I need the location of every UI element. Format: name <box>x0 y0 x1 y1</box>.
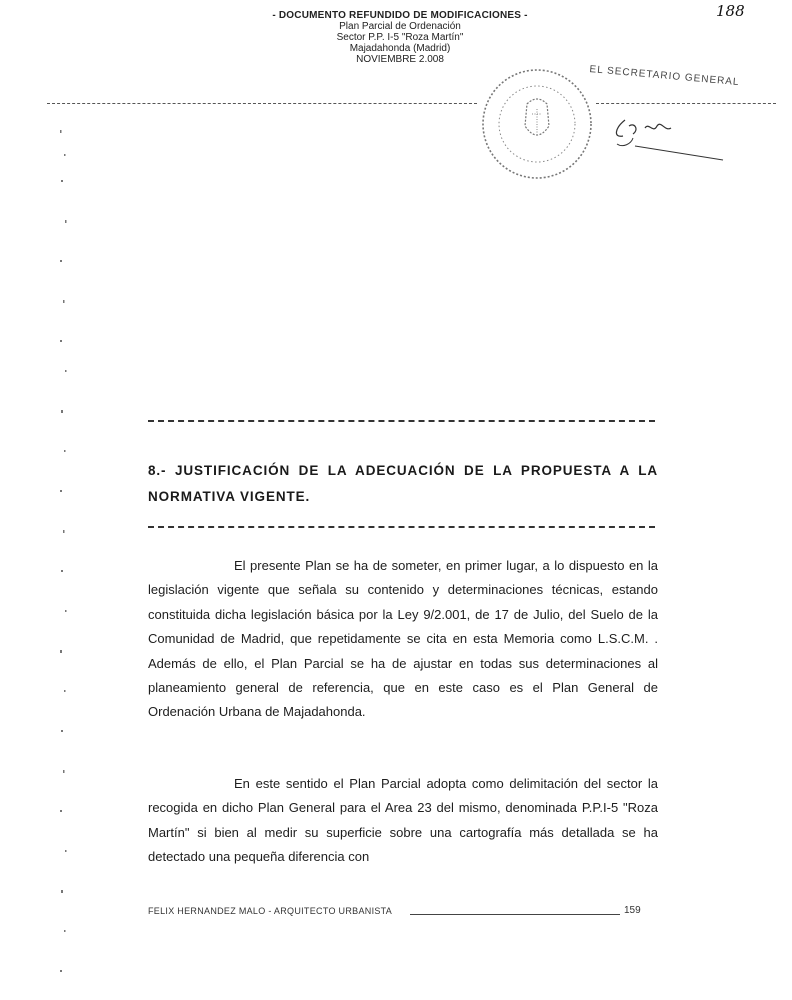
header-line-sector: Sector P.P. I-5 "Roza Martín" <box>336 32 464 43</box>
margin-scan-marks <box>58 110 72 990</box>
paragraph-1: El presente Plan se ha de someter, en primer lugar, a lo dispuesto en la legislación vigente que señala su contenido y determinaciones técnicas, estando constituida dicha legislación básica por la Ley 9/2.001, de 17 de Julio, del Suelo de la Comunidad de Madrid, que repetidamente se cita en esta Memoria como L.S.C.M. . Además de ello, el Plan Parcial se ha de ajustar en todas sus determinaciones al planeamiento general de referencia, que en este caso es el Plan General de Ordenación Urbana de Majadahonda. <box>148 558 658 720</box>
header-divider <box>47 103 477 104</box>
document-title: - DOCUMENTO REFUNDIDO DE MODIFICACIONES - <box>272 10 528 21</box>
footer-rule <box>410 914 620 915</box>
heading-rule-bottom <box>148 526 655 528</box>
section-heading: 8.- JUSTIFICACIÓN DE LA ADECUACIÓN DE LA PROPUESTA A LA NORMATIVA VIGENTE. <box>148 463 658 504</box>
heading-rule-top <box>148 420 655 422</box>
signature-icon <box>605 108 735 168</box>
footer-page-number: 159 <box>624 905 641 916</box>
stamp-caption: EL SECRETARIO GENERAL <box>589 64 740 89</box>
handwritten-page-number: 188 <box>716 2 745 20</box>
official-stamp-icon <box>477 64 597 184</box>
header-divider-right <box>596 103 776 104</box>
header-line-date: NOVIEMBRE 2.008 <box>356 54 444 65</box>
header-line-plan: Plan Parcial de Ordenación <box>339 21 461 32</box>
header-line-location: Majadahonda (Madrid) <box>349 43 451 54</box>
paragraph-2: En este sentido el Plan Parcial adopta como delimitación del sector la recogida en dicho Plan General para el Area 23 del mismo, denominada P.P.I-5 "Roza Martín" si bien al medir su superficie sobre una cartografía más detallada se ha detectado una pequeña diferencia con <box>148 776 658 865</box>
footer-author: FELIX HERNANDEZ MALO - ARQUITECTO URBANISTA <box>148 906 393 916</box>
document-header <box>250 10 550 65</box>
